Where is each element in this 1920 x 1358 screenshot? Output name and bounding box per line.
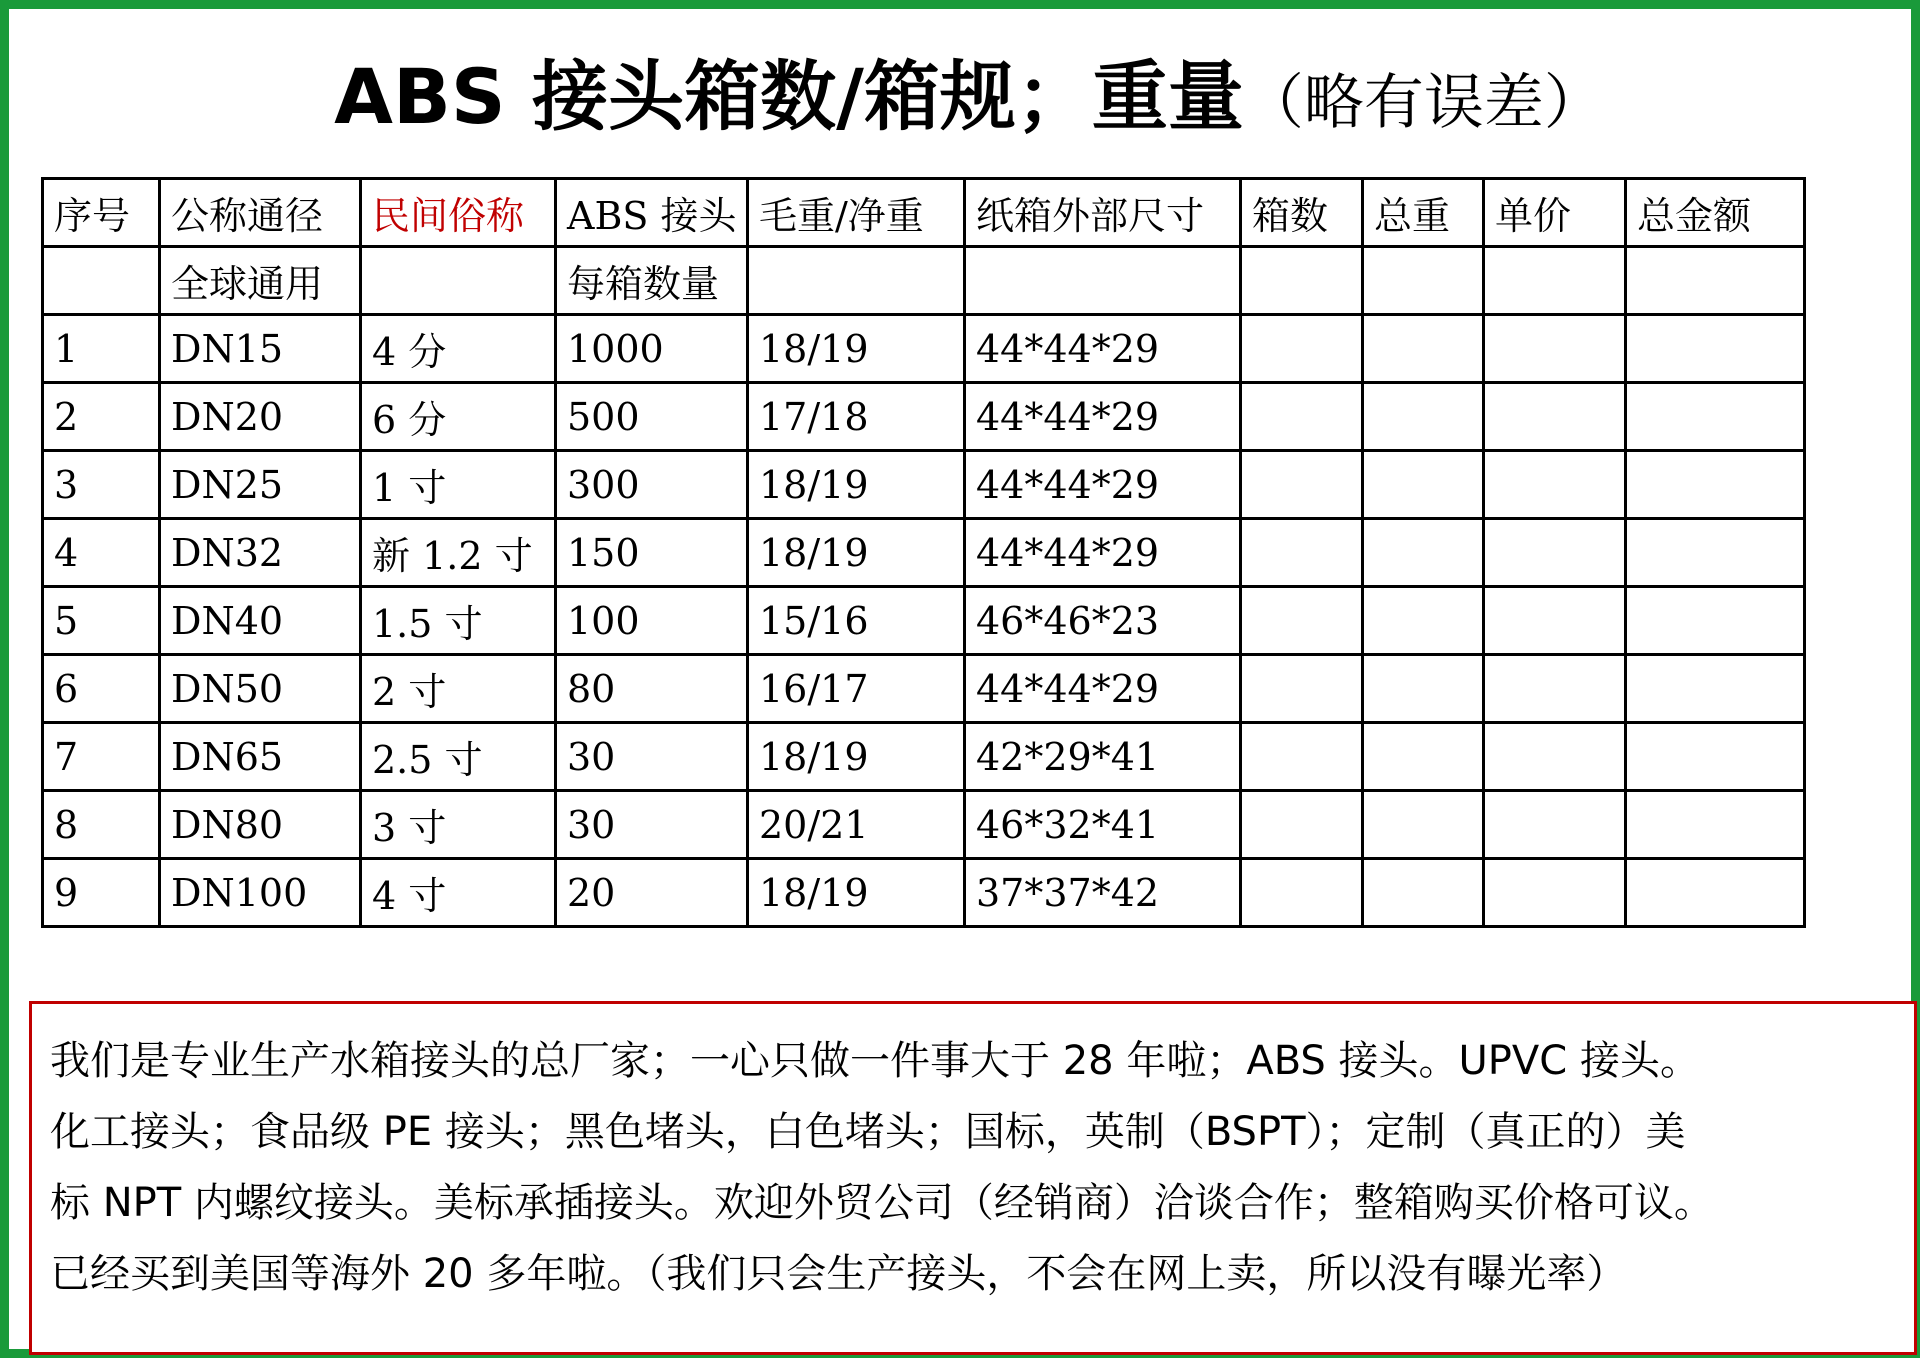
cell-unit-price (1484, 859, 1626, 927)
intro-line-4: 已经买到美国等海外 20 多年啦。（我们只会生产接头，不会在网上卖，所以没有曝光率） (50, 1251, 1627, 1297)
cell-nominal-diameter: DN40 (160, 587, 361, 655)
packing-table (41, 177, 1806, 928)
cell-qty-per-box: 30 (556, 791, 748, 859)
cell-unit-price (1484, 315, 1626, 383)
cell-common-name: 1 寸 (361, 451, 556, 519)
cell-total-weight (1363, 315, 1484, 383)
cell-nominal-diameter: DN32 (160, 519, 361, 587)
cell-index: 8 (43, 791, 160, 859)
cell-gross-net-weight: 16/17 (748, 655, 965, 723)
cell-total-weight (1363, 859, 1484, 927)
table-row (43, 655, 1805, 723)
cell-carton-size: 44*44*29 (965, 315, 1241, 383)
cell-common-name: 6 分 (361, 383, 556, 451)
cell-common-name: 1.5 寸 (361, 587, 556, 655)
company-intro (29, 1001, 1917, 1355)
header-cell-carton-size: 纸箱外部尺寸 (965, 179, 1241, 247)
cell-carton-size: 37*37*42 (965, 859, 1241, 927)
cell-total-amount (1626, 723, 1805, 791)
cell-unit-price (1484, 519, 1626, 587)
cell-nominal-diameter: DN65 (160, 723, 361, 791)
cell-total-amount (1626, 655, 1805, 723)
cell-qty-per-box: 1000 (556, 315, 748, 383)
cell-nominal-diameter: DN80 (160, 791, 361, 859)
cell-total-weight (1363, 587, 1484, 655)
cell-box-count (1241, 587, 1363, 655)
header-cell-carton-size (965, 247, 1241, 315)
cell-nominal-diameter: DN15 (160, 315, 361, 383)
cell-total-weight (1363, 383, 1484, 451)
cell-gross-net-weight: 17/18 (748, 383, 965, 451)
cell-index: 1 (43, 315, 160, 383)
table-row (43, 723, 1805, 791)
cell-total-amount (1626, 383, 1805, 451)
header-cell-unit-price (1484, 247, 1626, 315)
cell-index: 6 (43, 655, 160, 723)
cell-gross-net-weight: 18/19 (748, 723, 965, 791)
cell-total-weight (1363, 791, 1484, 859)
cell-qty-per-box: 30 (556, 723, 748, 791)
cell-total-weight (1363, 723, 1484, 791)
cell-nominal-diameter: DN50 (160, 655, 361, 723)
cell-nominal-diameter: DN100 (160, 859, 361, 927)
cell-unit-price (1484, 587, 1626, 655)
cell-index: 9 (43, 859, 160, 927)
cell-unit-price (1484, 791, 1626, 859)
cell-box-count (1241, 791, 1363, 859)
header-cell-total-weight (1363, 247, 1484, 315)
header-cell-qty-per-box: ABS 接头 (556, 179, 748, 247)
cell-box-count (1241, 655, 1363, 723)
header-cell-nominal-diameter: 公称通径 (160, 179, 361, 247)
cell-box-count (1241, 723, 1363, 791)
cell-qty-per-box: 20 (556, 859, 748, 927)
cell-index: 4 (43, 519, 160, 587)
cell-total-amount (1626, 315, 1805, 383)
cell-gross-net-weight: 18/19 (748, 859, 965, 927)
header-cell-total-weight: 总重 (1363, 179, 1484, 247)
cell-gross-net-weight: 18/19 (748, 451, 965, 519)
cell-total-weight (1363, 451, 1484, 519)
cell-common-name: 2.5 寸 (361, 723, 556, 791)
cell-index: 5 (43, 587, 160, 655)
header-cell-common-name (361, 247, 556, 315)
cell-unit-price (1484, 723, 1626, 791)
page-title (9, 49, 1920, 151)
table-row (43, 859, 1805, 927)
cell-carton-size: 44*44*29 (965, 655, 1241, 723)
table-row (43, 587, 1805, 655)
cell-qty-per-box: 80 (556, 655, 748, 723)
cell-index: 2 (43, 383, 160, 451)
cell-box-count (1241, 315, 1363, 383)
header-cell-index (43, 247, 160, 315)
cell-total-amount (1626, 791, 1805, 859)
header-cell-gross-net-weight: 毛重/净重 (748, 179, 965, 247)
cell-carton-size: 44*44*29 (965, 519, 1241, 587)
cell-box-count (1241, 451, 1363, 519)
header-cell-unit-price: 单价 (1484, 179, 1626, 247)
cell-box-count (1241, 519, 1363, 587)
cell-total-amount (1626, 451, 1805, 519)
cell-gross-net-weight: 20/21 (748, 791, 965, 859)
header-cell-qty-per-box: 每箱数量 (556, 247, 748, 315)
cell-common-name: 2 寸 (361, 655, 556, 723)
table-body (43, 179, 1805, 927)
intro-line-1: 我们是专业生产水箱接头的总厂家；一心只做一件事大于 28 年啦；ABS 接头。UPVC 接头。 (50, 1038, 1700, 1084)
cell-unit-price (1484, 451, 1626, 519)
intro-line-3: 标 NPT 内螺纹接头。美标承插接头。欢迎外贸公司（经销商）洽谈合作；整箱购买价格可议。 (50, 1180, 1714, 1226)
cell-qty-per-box: 500 (556, 383, 748, 451)
header-row-sub (43, 247, 1805, 315)
cell-total-amount (1626, 519, 1805, 587)
table-row (43, 451, 1805, 519)
cell-box-count (1241, 383, 1363, 451)
cell-carton-size: 42*29*41 (965, 723, 1241, 791)
cell-index: 7 (43, 723, 160, 791)
cell-total-amount (1626, 859, 1805, 927)
cell-box-count (1241, 859, 1363, 927)
table-row (43, 791, 1805, 859)
cell-common-name: 3 寸 (361, 791, 556, 859)
cell-carton-size: 44*44*29 (965, 383, 1241, 451)
header-cell-index: 序号 (43, 179, 160, 247)
cell-gross-net-weight: 15/16 (748, 587, 965, 655)
title-main: ABS 接头箱数/箱规；重量 (334, 52, 1244, 141)
cell-qty-per-box: 150 (556, 519, 748, 587)
header-cell-total-amount (1626, 247, 1805, 315)
cell-gross-net-weight: 18/19 (748, 315, 965, 383)
header-cell-gross-net-weight (748, 247, 965, 315)
cell-total-weight (1363, 519, 1484, 587)
table-row (43, 383, 1805, 451)
cell-gross-net-weight: 18/19 (748, 519, 965, 587)
table-row (43, 519, 1805, 587)
cell-nominal-diameter: DN25 (160, 451, 361, 519)
cell-common-name: 4 寸 (361, 859, 556, 927)
header-cell-box-count (1241, 247, 1363, 315)
cell-nominal-diameter: DN20 (160, 383, 361, 451)
cell-carton-size: 44*44*29 (965, 451, 1241, 519)
cell-common-name: 4 分 (361, 315, 556, 383)
cell-carton-size: 46*32*41 (965, 791, 1241, 859)
header-cell-box-count: 箱数 (1241, 179, 1363, 247)
table-row (43, 315, 1805, 383)
header-cell-common-name: 民间俗称 (361, 179, 556, 247)
cell-unit-price (1484, 655, 1626, 723)
header-row (43, 179, 1805, 247)
cell-index: 3 (43, 451, 160, 519)
cell-qty-per-box: 100 (556, 587, 748, 655)
cell-carton-size: 46*46*23 (965, 587, 1241, 655)
intro-line-2: 化工接头；食品级 PE 接头；黑色堵头，白色堵头；国标，英制（BSPT）；定制（真正的）美 (50, 1109, 1686, 1155)
cell-qty-per-box: 300 (556, 451, 748, 519)
title-note: （略有误差） (1243, 68, 1604, 138)
cell-unit-price (1484, 383, 1626, 451)
cell-total-weight (1363, 655, 1484, 723)
cell-common-name: 新 1.2 寸 (361, 519, 556, 587)
header-cell-nominal-diameter: 全球通用 (160, 247, 361, 315)
cell-total-amount (1626, 587, 1805, 655)
header-cell-total-amount: 总金额 (1626, 179, 1805, 247)
